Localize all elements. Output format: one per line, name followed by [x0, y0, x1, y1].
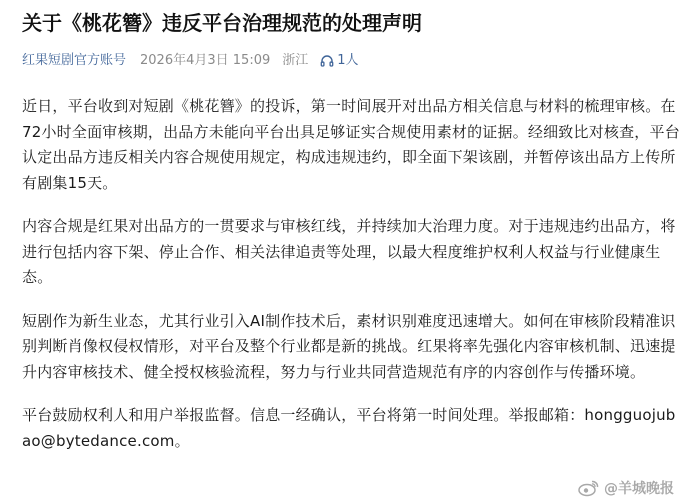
- article-body: [22, 94, 680, 454]
- publish-time: 2026年4月3日 15:09: [140, 53, 271, 68]
- headphones-icon: [320, 54, 334, 68]
- paragraph: 内容合规是红果对出品方的一贯要求与审核红线，并持续加大治理力度。对于违规违约出品方，将进行包括内容下架、停止合作、相关法律追责等处理，以最大程度维护权利人权益与行业健康生态。: [22, 217, 676, 286]
- paragraph: 平台鼓励权利人和用户举报监督。信息一经确认，平台将第一时间处理。举报邮箱：hongguojubao@bytedance.com。: [22, 406, 676, 450]
- watermark-text: @羊城晚报: [604, 481, 674, 497]
- watermark: [578, 478, 674, 498]
- ip-location: 浙江: [282, 53, 309, 68]
- author-link[interactable]: 红果短剧官方账号: [22, 53, 127, 68]
- paragraph: 短剧作为新生业态，尤其行业引入AI制作技术后，素材识别难度迅速增大。如何在审核阶段精准识别判断肖像权侵权情形，对平台及整个行业都是新的挑战。红果将率先强化内容审核机制、迅速提升内容审核技术、健全授权核验流程，努力与行业共同营造规范有序的内容创作与传播环境。: [22, 311, 676, 381]
- article-meta: [22, 52, 676, 70]
- article-title: 关于《桃花簪》违反平台治理规范的处理声明: [22, 11, 422, 35]
- listen-button[interactable]: [320, 52, 358, 70]
- listener-count: 1人: [337, 53, 359, 68]
- weibo-logo-icon: [578, 479, 600, 497]
- paragraph: 近日，平台收到对短剧《桃花簪》的投诉，第一时间展开对出品方相关信息与材料的梳理审核。在72小时全面审核期，出品方未能向平台出具足够证实合规使用素材的证据。经细致比对核查，平台认定出品方违反相关内容合规使用规定，构成违规违约，即全面下架该剧，并暂停该出品方上传所有剧集15天。: [22, 97, 680, 192]
